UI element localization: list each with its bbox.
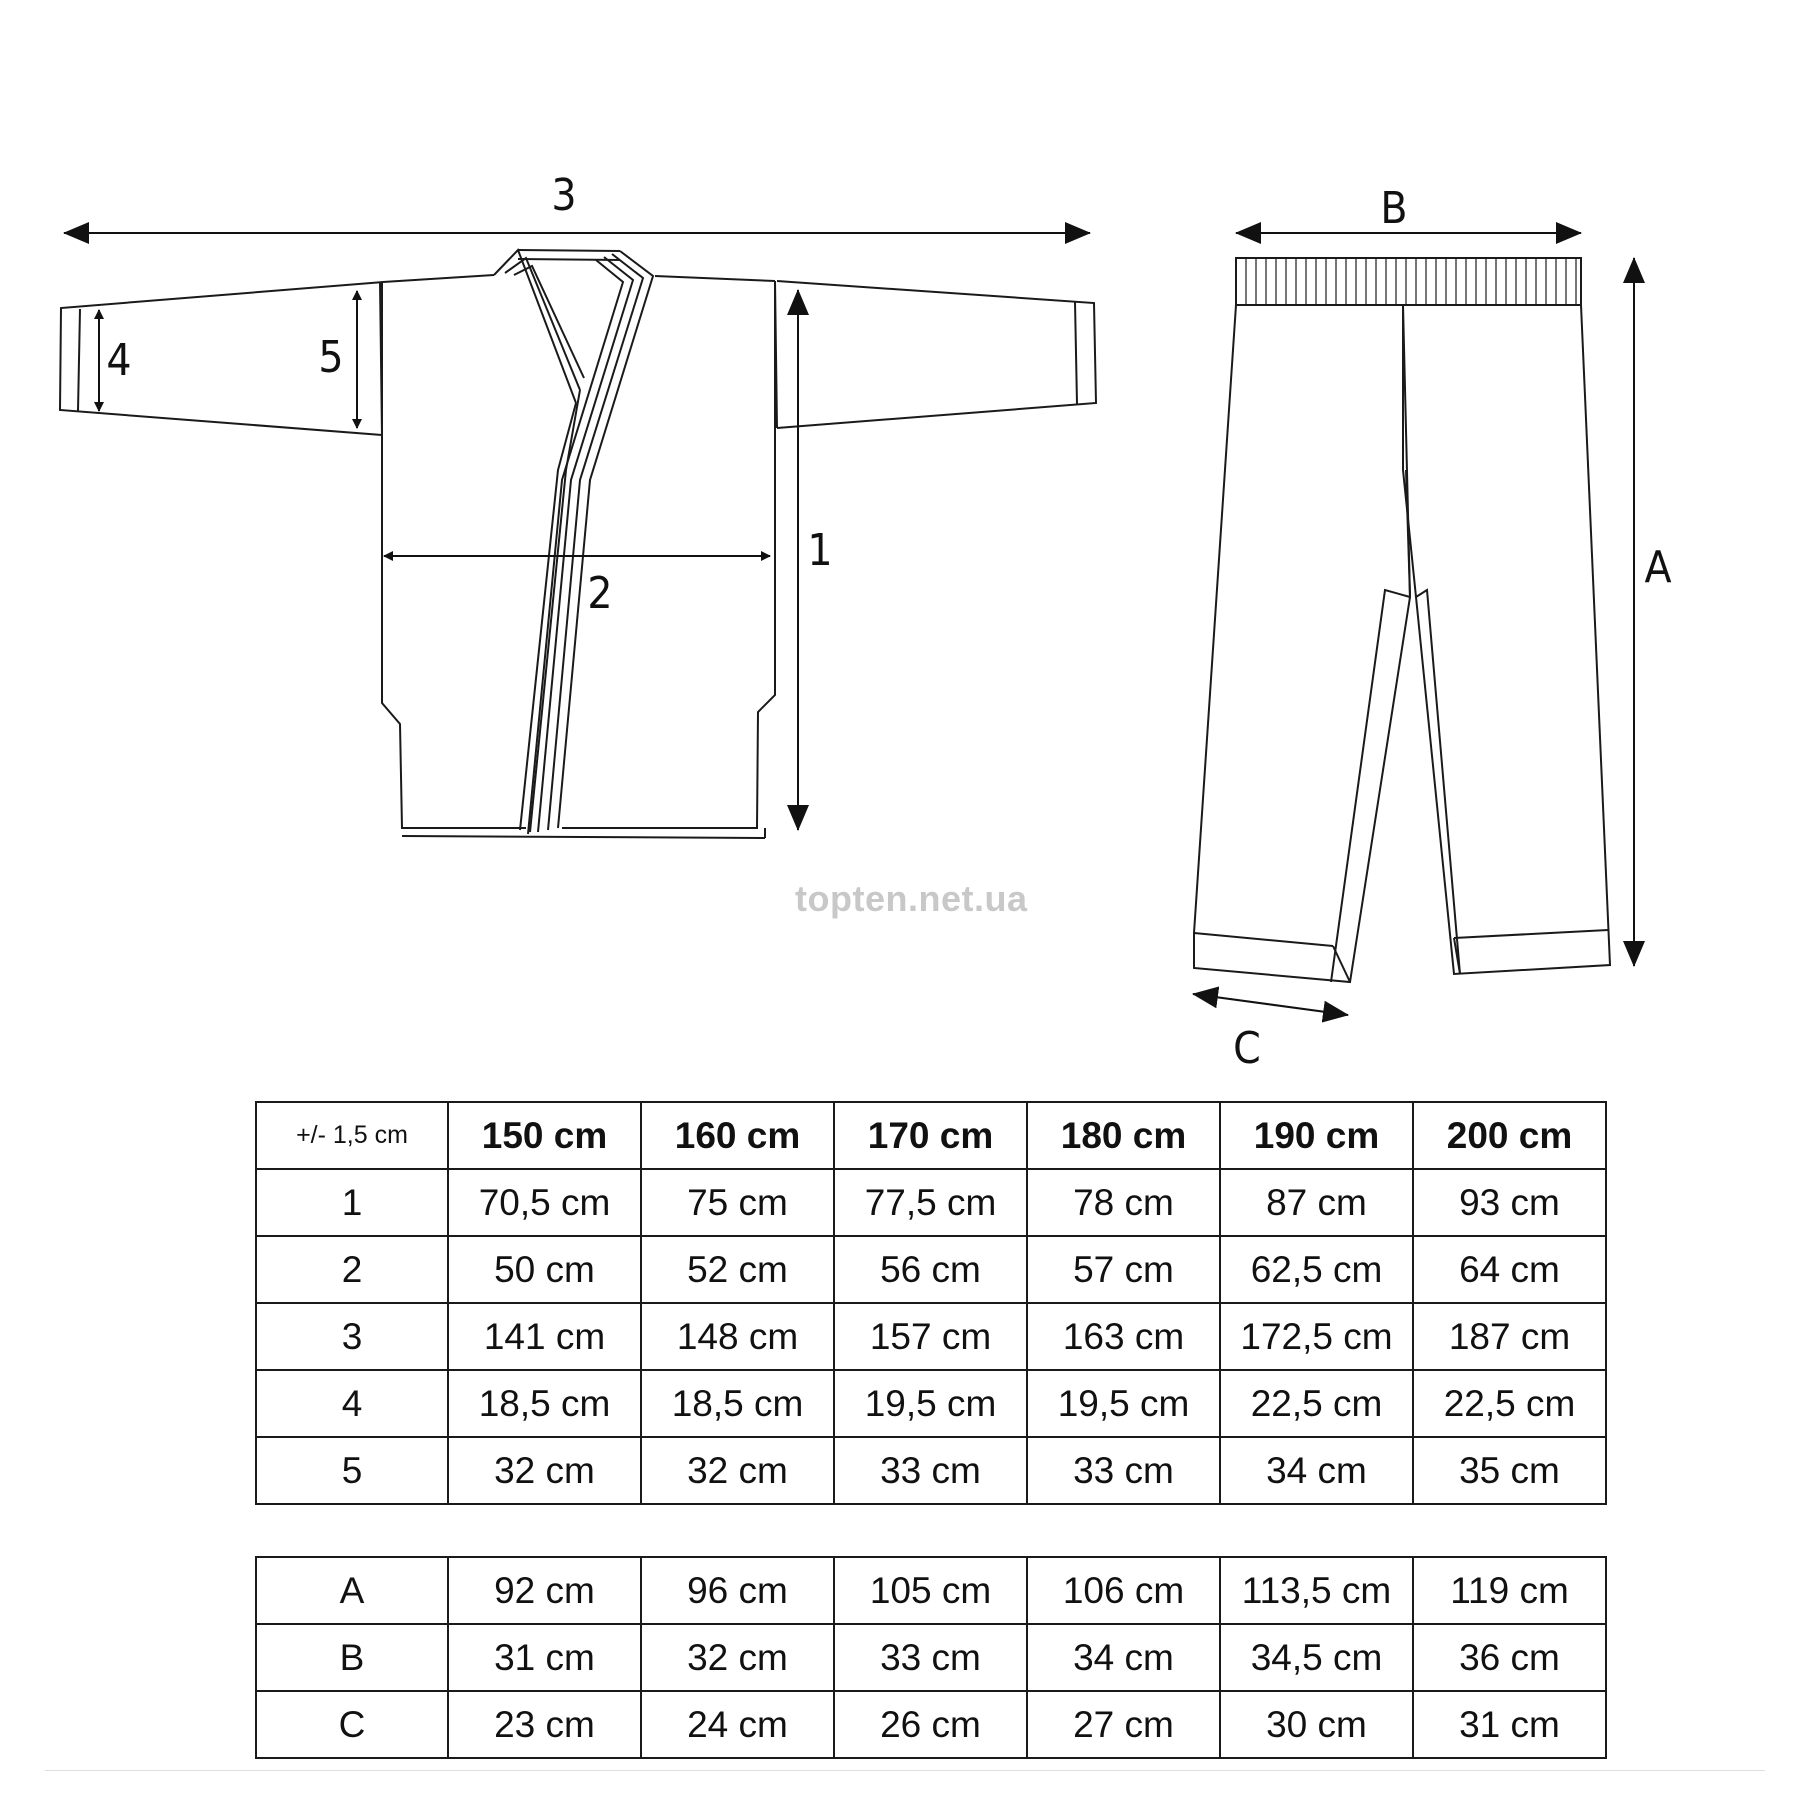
table-cell: 113,5 cm [1220, 1557, 1413, 1624]
table-cell: 78 cm [1027, 1169, 1220, 1236]
table-cell: 22,5 cm [1220, 1370, 1413, 1437]
label-4: 4 [106, 335, 132, 386]
header-cell: 170 cm [834, 1102, 1027, 1169]
table-cell: 32 cm [641, 1624, 834, 1691]
table-cell: 62,5 cm [1220, 1236, 1413, 1303]
header-cell: 150 cm [448, 1102, 641, 1169]
tolerance-cell: +/- 1,5 cm [256, 1102, 448, 1169]
pants-waistband [1236, 258, 1581, 305]
table-row [256, 1169, 1606, 1236]
table-cell: 92 cm [448, 1557, 641, 1624]
table-cell: 57 cm [1027, 1236, 1220, 1303]
table-cell: 33 cm [1027, 1437, 1220, 1504]
table-cell: 163 cm [1027, 1303, 1220, 1370]
pants-measurements [1193, 233, 1634, 1015]
table-header-row [256, 1102, 1606, 1169]
table-cell: 35 cm [1413, 1437, 1606, 1504]
table-cell: 19,5 cm [1027, 1370, 1220, 1437]
table-cell: 33 cm [834, 1437, 1027, 1504]
jacket-measurements [64, 233, 1090, 830]
row-label: 2 [256, 1236, 448, 1303]
table-cell: 148 cm [641, 1303, 834, 1370]
table-cell: 32 cm [448, 1437, 641, 1504]
jacket-size-table [255, 1101, 1607, 1505]
table-cell: 31 cm [1413, 1691, 1606, 1758]
table-row [256, 1624, 1606, 1691]
row-label: B [256, 1624, 448, 1691]
pants-drawing [1194, 258, 1610, 982]
pants-right-leg [1403, 305, 1610, 974]
label-5: 5 [318, 332, 344, 383]
row-label: C [256, 1691, 448, 1758]
watermark: topten.net.ua [795, 878, 1028, 919]
table-cell: 27 cm [1027, 1691, 1220, 1758]
bottom-divider [45, 1770, 1765, 1771]
row-label: 3 [256, 1303, 448, 1370]
table-cell: 70,5 cm [448, 1169, 641, 1236]
table-cell: 50 cm [448, 1236, 641, 1303]
table-cell: 34 cm [1027, 1624, 1220, 1691]
pants-size-table [255, 1556, 1607, 1759]
table-cell: 22,5 cm [1413, 1370, 1606, 1437]
table-cell: 172,5 cm [1220, 1303, 1413, 1370]
measure-C-arrow [1193, 994, 1348, 1015]
label-A: A [1644, 542, 1672, 593]
table-cell: 187 cm [1413, 1303, 1606, 1370]
row-label: A [256, 1557, 448, 1624]
table-row [256, 1691, 1606, 1758]
table-row [256, 1236, 1606, 1303]
header-cell: 160 cm [641, 1102, 834, 1169]
table-cell: 18,5 cm [448, 1370, 641, 1437]
table-row [256, 1303, 1606, 1370]
label-3: 3 [551, 170, 577, 221]
table-cell: 93 cm [1413, 1169, 1606, 1236]
table-cell: 18,5 cm [641, 1370, 834, 1437]
table-cell: 52 cm [641, 1236, 834, 1303]
jacket-drawing [60, 250, 1096, 838]
table-cell: 157 cm [834, 1303, 1027, 1370]
table-cell: 75 cm [641, 1169, 834, 1236]
label-2: 2 [587, 568, 613, 619]
table-cell: 106 cm [1027, 1557, 1220, 1624]
table-cell: 56 cm [834, 1236, 1027, 1303]
table-cell: 33 cm [834, 1624, 1027, 1691]
table-cell: 30 cm [1220, 1691, 1413, 1758]
header-cell: 180 cm [1027, 1102, 1220, 1169]
row-label: 5 [256, 1437, 448, 1504]
header-cell: 200 cm [1413, 1102, 1606, 1169]
jacket-right-sleeve [777, 281, 1096, 428]
table-cell: 19,5 cm [834, 1370, 1027, 1437]
table-cell: 34,5 cm [1220, 1624, 1413, 1691]
row-label: 1 [256, 1169, 448, 1236]
table-cell: 87 cm [1220, 1169, 1413, 1236]
table-cell: 105 cm [834, 1557, 1027, 1624]
table-row [256, 1370, 1606, 1437]
table-cell: 64 cm [1413, 1236, 1606, 1303]
label-C: C [1233, 1023, 1261, 1074]
label-B: B [1380, 183, 1408, 234]
table-cell: 26 cm [834, 1691, 1027, 1758]
table-cell: 77,5 cm [834, 1169, 1027, 1236]
label-1: 1 [807, 525, 833, 576]
table-cell: 36 cm [1413, 1624, 1606, 1691]
jacket-body [382, 281, 775, 828]
table-cell: 32 cm [641, 1437, 834, 1504]
table-cell: 34 cm [1220, 1437, 1413, 1504]
table-cell: 31 cm [448, 1624, 641, 1691]
table-cell: 96 cm [641, 1557, 834, 1624]
pants-waistband-ribs [1246, 258, 1576, 305]
table-row [256, 1557, 1606, 1624]
table-row [256, 1437, 1606, 1504]
table-cell: 23 cm [448, 1691, 641, 1758]
table-cell: 141 cm [448, 1303, 641, 1370]
row-label: 4 [256, 1370, 448, 1437]
table-cell: 24 cm [641, 1691, 834, 1758]
table-cell: 119 cm [1413, 1557, 1606, 1624]
header-cell: 190 cm [1220, 1102, 1413, 1169]
